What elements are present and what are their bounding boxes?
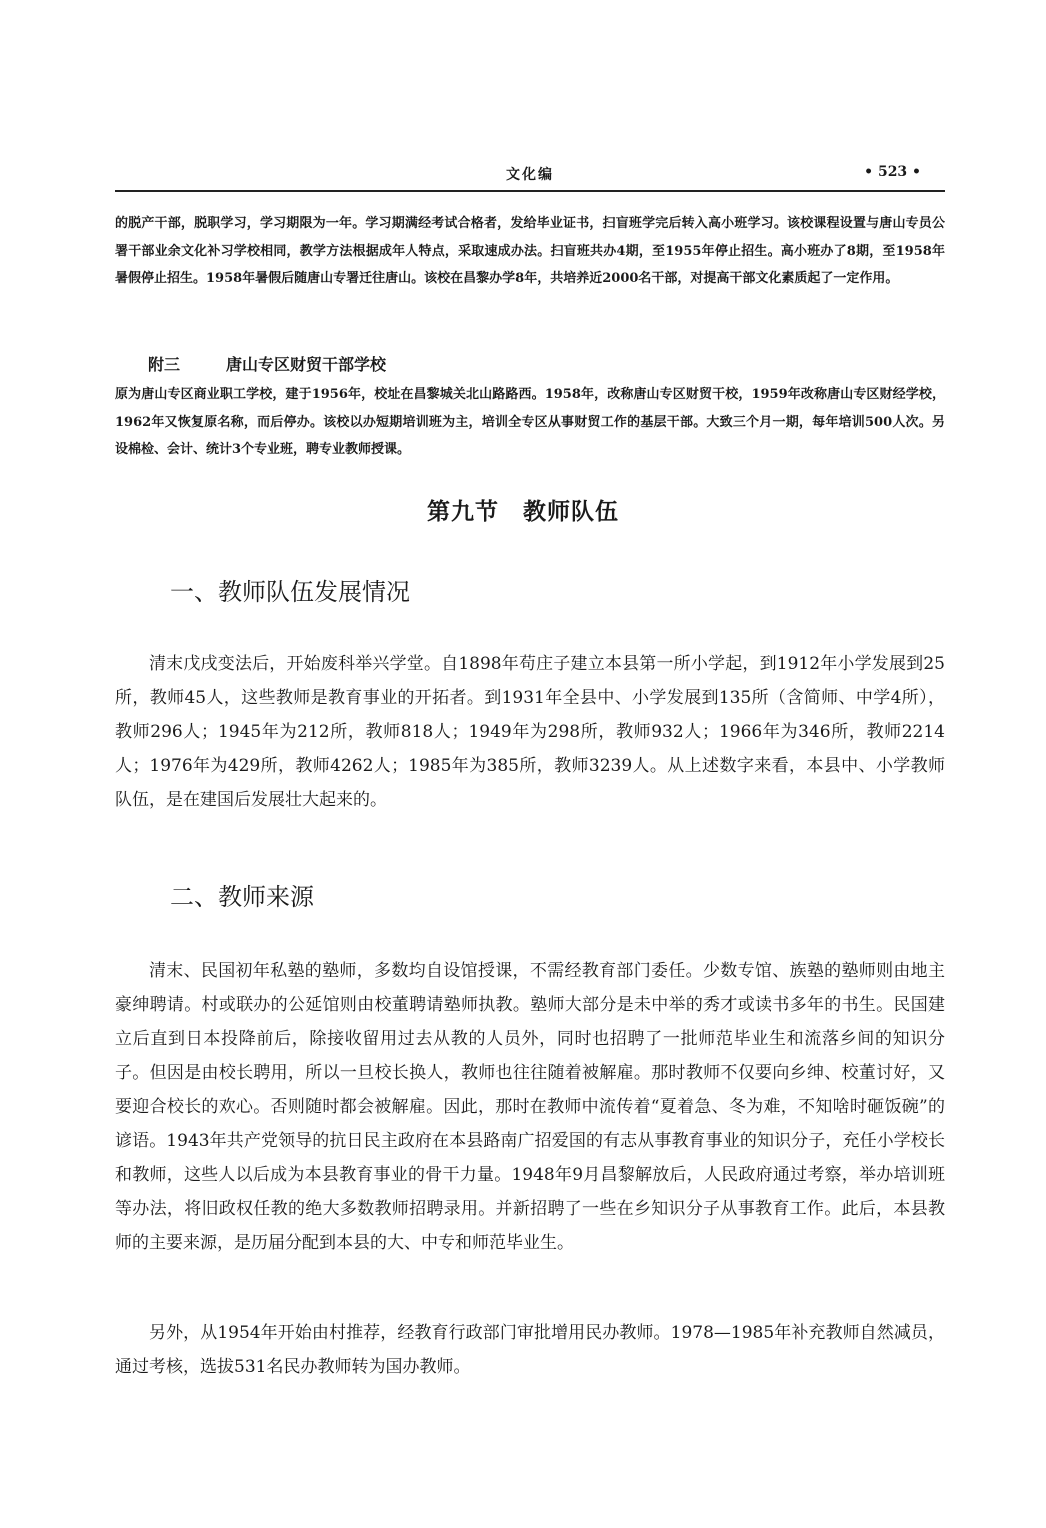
- appendix-paragraph: 原为唐山专区商业职工学校，建于1956年，校址在昌黎城关北山路路西。1958年，改称唐山专区财贸干校，1959年改称唐山专区财经学校，1962年又恢复原名称，而后停办。该校以办短期培训班为主，培训全专区从事财贸工作的基层干部。大致三个月一期，每年培训500人次。另设棉检、会计、统计3个专业班，聘专业教师授课。: [115, 387, 945, 457]
- section-title: 第九节 教师队伍: [427, 498, 619, 525]
- continued-paragraph: 的脱产干部，脱职学习，学习期限为一年。学习期满经考试合格者，发给毕业证书，扫盲班学完后转入高小班学习。该校课程设置与唐山专员公署干部业余文化补习学校相同，教学方法根据成年人特点，采取速成办法。扫盲班共办4期，至1955年停止招生。高小班办了8期，至1958年暑假停止招生。1958年暑假后随唐山专署迁往唐山。该校在昌黎办学8年，共培养近2000名干部，对提高干部文化素质起了一定作用。: [115, 216, 945, 286]
- sources-paragraph-1: 清末、民国初年私塾的塾师，多数均自设馆授课，不需经教育部门委任。少数专馆、族塾的塾师则由地主豪绅聘请。村或联办的公延馆则由校董聘请塾师执教。塾师大部分是未中举的秀才或读书多年的书生。民国建立后直到日本投降前后，除接收留用过去从教的人员外，同时也招聘了一批师范毕业生和流落乡间的知识分子。但因是由校长聘用，所以一旦校长换人，教师也往往随着被解雇。那时教师不仅要向乡绅、校董讨好，又要迎合校长的欢心。否则随时都会被解雇。因此，那时在教师中流传着“夏着急、冬为难，不知啥时砸饭碗”的谚语。1943年共产党领导的抗日民主政府在本县路南广招爱国的有志从事教育事业的知识分子，充任小学校长和教师，这些人以后成为本县教育事业的骨干力量。1948年9月昌黎解放后，人民政府通过考察，举办培训班等办法，将旧政权任教的绝大多数教师招聘录用。并新招聘了一些在乡知识分子从事教育工作。此后，本县教师的主要来源，是历届分配到本县的大、中专和师范毕业生。: [115, 961, 945, 1253]
- sources-paragraph-2: 另外，从1954年开始由村推荐，经教育行政部门审批增用民办教师。1978—1985年补充教师自然减员，通过考核，选拔531名民办教师转为国办教师。: [115, 1323, 945, 1377]
- running-header-title: 文化编: [506, 167, 554, 183]
- subsection-heading-sources: 二、教师来源: [170, 883, 314, 911]
- development-paragraph: 清末戊戌变法后，开始废科举兴学堂。自1898年苟庄子建立本县第一所小学起，到1912年小学发展到25所，教师45人，这些教师是教育事业的开拓者。到1931年全县中、小学发展到135所（含简师、中学4所），教师296人；1945年为212所，教师818人；1949年为298所，教师932人；1966年为346所，教师2214人；1976年为429所，教师4262人；1985年为385所，教师3239人。从上述数字来看，本县中、小学教师队伍，是在建国后发展壮大起来的。: [115, 654, 945, 810]
- running-header: [115, 160, 945, 192]
- appendix-title: 唐山专区财贸干部学校: [226, 355, 387, 374]
- subsection-heading-development: 一、教师队伍发展情况: [170, 578, 410, 606]
- page-number: • 523 •: [864, 164, 921, 180]
- appendix-label: 附三: [148, 355, 181, 374]
- appendix-heading: [148, 352, 386, 375]
